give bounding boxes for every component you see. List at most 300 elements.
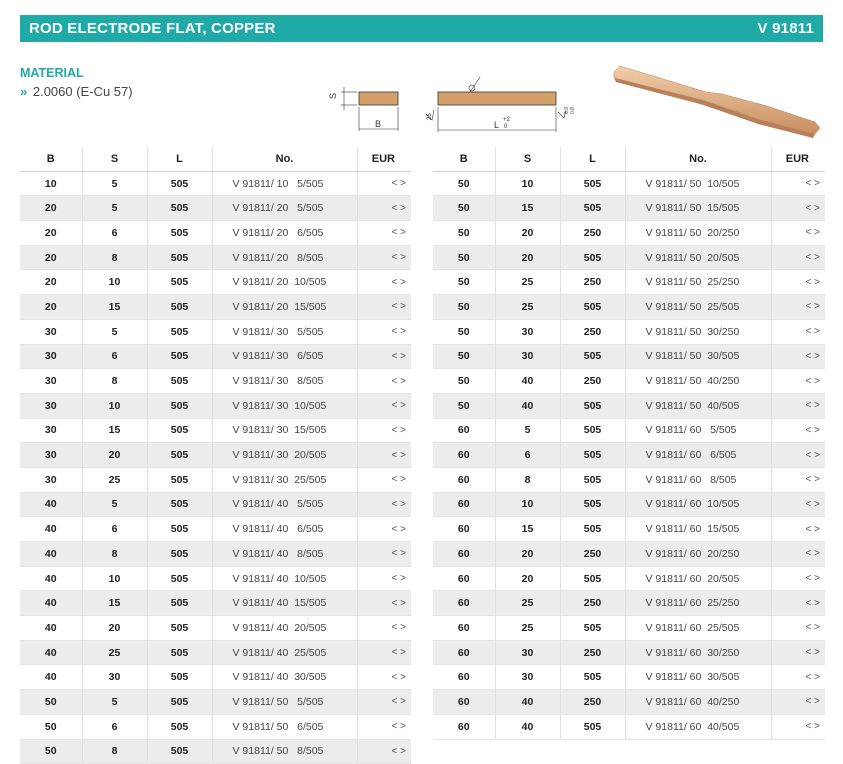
column-b-cell: 20 (20, 245, 82, 270)
table-row (20, 467, 411, 492)
table-row (433, 542, 825, 567)
column-s-cell: 15 (82, 418, 147, 443)
column-l-cell: 505 (560, 196, 625, 221)
column-b-cell: 60 (433, 665, 495, 690)
column-b-header: B (20, 147, 82, 171)
column-eur-cell: < > (357, 295, 411, 320)
column-no-cell: V 91811/ 50 30/505 (625, 344, 771, 369)
column-s-cell: 20 (495, 221, 560, 246)
table-row (20, 616, 411, 641)
column-b-cell: 50 (433, 295, 495, 320)
column-l-cell: 505 (147, 616, 212, 641)
column-l-cell: 505 (560, 295, 625, 320)
column-b-cell: 50 (20, 690, 82, 715)
column-l-cell: 505 (560, 467, 625, 492)
table-row (20, 171, 411, 196)
column-l-cell: 505 (147, 542, 212, 567)
column-no-cell: V 91811/ 30 10/505 (212, 393, 357, 418)
column-no-cell: V 91811/ 30 5/505 (212, 319, 357, 344)
column-s-cell: 5 (82, 196, 147, 221)
column-b-cell: 40 (20, 566, 82, 591)
column-s-cell: 40 (495, 714, 560, 739)
table-row (20, 221, 411, 246)
column-s-cell: 25 (495, 295, 560, 320)
column-no-cell: V 91811/ 30 6/505 (212, 344, 357, 369)
table-row (433, 369, 825, 394)
column-no-cell: V 91811/ 60 25/250 (625, 591, 771, 616)
column-l-cell: 505 (147, 369, 212, 394)
column-no-cell: V 91811/ 50 25/505 (625, 295, 771, 320)
column-l-cell: 505 (560, 393, 625, 418)
column-s-cell: 40 (495, 393, 560, 418)
column-no-cell: V 91811/ 50 20/505 (625, 245, 771, 270)
column-s-cell: 6 (82, 517, 147, 542)
column-b-cell: 60 (433, 443, 495, 468)
column-s-cell: 10 (495, 492, 560, 517)
column-l-cell: 505 (560, 517, 625, 542)
column-l-cell: 505 (147, 270, 212, 295)
column-eur-cell: < > (771, 319, 825, 344)
roughness-right-bottom: 0.8 (570, 107, 576, 114)
column-b-cell: 50 (433, 221, 495, 246)
column-s-cell: 15 (495, 196, 560, 221)
column-b-cell: 50 (433, 270, 495, 295)
column-no-cell: V 91811/ 20 6/505 (212, 221, 357, 246)
roughness-right-top: 6.3 (564, 107, 570, 114)
table-row (433, 566, 825, 591)
column-eur-cell: < > (357, 542, 411, 567)
header-row (433, 147, 825, 171)
column-b-cell: 50 (433, 196, 495, 221)
table-row (433, 467, 825, 492)
column-no-cell: V 91811/ 60 5/505 (625, 418, 771, 443)
table-row (20, 517, 411, 542)
column-no-cell: V 91811/ 50 40/250 (625, 369, 771, 394)
column-l-cell: 505 (147, 196, 212, 221)
column-l-cell: 250 (560, 270, 625, 295)
column-b-cell: 50 (20, 739, 82, 764)
column-s-cell: 25 (495, 616, 560, 641)
page-title: ROD ELECTRODE FLAT, COPPER (29, 20, 276, 37)
column-l-cell: 505 (147, 739, 212, 764)
column-eur-cell: < > (771, 171, 825, 196)
column-eur-cell: < > (357, 196, 411, 221)
column-b-cell: 10 (20, 171, 82, 196)
column-l-cell: 250 (560, 369, 625, 394)
column-l-cell: 505 (560, 344, 625, 369)
column-b-cell: 60 (433, 714, 495, 739)
table-row (20, 665, 411, 690)
column-l-cell: 250 (560, 690, 625, 715)
material-line (20, 84, 133, 99)
column-eur-cell: < > (771, 690, 825, 715)
column-no-cell: V 91811/ 30 25/505 (212, 467, 357, 492)
column-no-cell: V 91811/ 60 8/505 (625, 467, 771, 492)
column-l-cell: 505 (147, 591, 212, 616)
material-value: 2.0060 (E-Cu 57) (32, 84, 133, 99)
column-b-cell: 50 (433, 319, 495, 344)
table-row (20, 295, 411, 320)
column-eur-cell: < > (357, 566, 411, 591)
table-row (20, 739, 411, 764)
column-eur-cell: < > (357, 517, 411, 542)
column-eur-cell: < > (771, 616, 825, 641)
column-b-cell: 40 (20, 591, 82, 616)
column-no-cell: V 91811/ 50 40/505 (625, 393, 771, 418)
column-no-cell: V 91811/ 30 15/505 (212, 418, 357, 443)
column-no-cell: V 91811/ 40 30/505 (212, 665, 357, 690)
column-eur-cell: < > (357, 270, 411, 295)
column-b-cell: 50 (433, 245, 495, 270)
column-l-cell: 250 (560, 591, 625, 616)
column-s-cell: 20 (495, 542, 560, 567)
column-eur-cell: < > (771, 467, 825, 492)
table-row (433, 270, 825, 295)
table-row (433, 344, 825, 369)
table-row (20, 591, 411, 616)
column-s-cell: 30 (495, 319, 560, 344)
column-l-cell: 505 (147, 443, 212, 468)
column-eur-cell: < > (771, 640, 825, 665)
column-no-cell: V 91811/ 40 25/505 (212, 640, 357, 665)
column-no-cell: V 91811/ 60 30/505 (625, 665, 771, 690)
column-no-cell: V 91811/ 40 15/505 (212, 591, 357, 616)
table-row (433, 393, 825, 418)
column-no-cell: V 91811/ 20 15/505 (212, 295, 357, 320)
column-eur-cell: < > (771, 295, 825, 320)
column-l-cell: 505 (147, 690, 212, 715)
column-b-cell: 60 (433, 690, 495, 715)
column-b-cell: 30 (20, 344, 82, 369)
column-no-cell: V 91811/ 20 10/505 (212, 270, 357, 295)
column-b-cell: 40 (20, 640, 82, 665)
column-b-cell: 30 (20, 369, 82, 394)
column-s-cell: 5 (82, 171, 147, 196)
column-no-cell: V 91811/ 50 30/250 (625, 319, 771, 344)
column-l-header: L (560, 147, 625, 171)
column-eur-cell: < > (771, 591, 825, 616)
column-eur-cell: < > (357, 739, 411, 764)
column-eur-header: EUR (357, 147, 411, 171)
column-b-cell: 60 (433, 517, 495, 542)
column-s-cell: 15 (495, 517, 560, 542)
column-no-cell: V 91811/ 60 15/505 (625, 517, 771, 542)
column-no-cell: V 91811/ 60 40/250 (625, 690, 771, 715)
column-no-cell: V 91811/ 60 6/505 (625, 443, 771, 468)
column-eur-cell: < > (357, 492, 411, 517)
column-l-cell: 250 (560, 542, 625, 567)
column-l-cell: 505 (147, 467, 212, 492)
label-b: B (375, 119, 382, 129)
column-s-cell: 30 (495, 665, 560, 690)
column-b-cell: 20 (20, 196, 82, 221)
column-l-cell: 505 (147, 492, 212, 517)
column-b-cell: 50 (433, 344, 495, 369)
column-s-cell: 10 (82, 566, 147, 591)
table-row (20, 369, 411, 394)
column-b-cell: 40 (20, 542, 82, 567)
table-row (20, 566, 411, 591)
column-eur-cell: < > (357, 245, 411, 270)
chevron-right-icon: » (20, 84, 28, 99)
column-eur-cell: < > (357, 393, 411, 418)
column-l-cell: 505 (147, 517, 212, 542)
column-b-cell: 50 (433, 393, 495, 418)
table-row (433, 714, 825, 739)
column-b-cell: 60 (433, 616, 495, 641)
table-row (20, 196, 411, 221)
column-eur-cell: < > (771, 714, 825, 739)
table-row (433, 616, 825, 641)
column-no-cell: V 91811/ 10 5/505 (212, 171, 357, 196)
column-no-cell: V 91811/ 40 6/505 (212, 517, 357, 542)
column-l-cell: 250 (560, 221, 625, 246)
column-no-cell: V 91811/ 50 15/505 (625, 196, 771, 221)
column-s-cell: 20 (495, 245, 560, 270)
column-s-cell: 20 (82, 443, 147, 468)
column-l-cell: 505 (147, 221, 212, 246)
column-l-cell: 505 (147, 714, 212, 739)
column-no-cell: V 91811/ 60 25/505 (625, 616, 771, 641)
table-row (20, 443, 411, 468)
column-no-cell: V 91811/ 40 20/505 (212, 616, 357, 641)
column-s-cell: 6 (82, 221, 147, 246)
column-b-cell: 20 (20, 270, 82, 295)
column-eur-cell: < > (771, 542, 825, 567)
column-no-cell: V 91811/ 50 6/505 (212, 714, 357, 739)
column-eur-cell: < > (771, 270, 825, 295)
column-s-cell: 40 (495, 690, 560, 715)
column-b-cell: 60 (433, 591, 495, 616)
column-s-cell: 5 (82, 690, 147, 715)
column-l-cell: 250 (560, 640, 625, 665)
table-row (433, 196, 825, 221)
left-table (20, 147, 411, 764)
column-eur-cell: < > (357, 319, 411, 344)
column-s-cell: 30 (82, 665, 147, 690)
column-eur-cell: < > (357, 665, 411, 690)
table-row (433, 319, 825, 344)
material-heading: MATERIAL (20, 66, 84, 80)
column-eur-cell: < > (771, 492, 825, 517)
table-row (433, 517, 825, 542)
column-l-cell: 505 (560, 616, 625, 641)
column-b-cell: 60 (433, 640, 495, 665)
table-row (433, 171, 825, 196)
table-row (20, 690, 411, 715)
column-no-cell: V 91811/ 60 10/505 (625, 492, 771, 517)
table-row (20, 418, 411, 443)
column-eur-cell: < > (357, 714, 411, 739)
column-b-cell: 50 (433, 369, 495, 394)
column-eur-cell: < > (771, 196, 825, 221)
column-b-cell: 60 (433, 542, 495, 567)
cross-section (328, 87, 398, 131)
table-row (433, 665, 825, 690)
tolerance-plus: +2 (503, 117, 510, 123)
table-row (20, 714, 411, 739)
column-s-cell: 30 (495, 344, 560, 369)
table-row (20, 393, 411, 418)
column-eur-cell: < > (357, 690, 411, 715)
title-bar (20, 15, 823, 42)
column-no-cell: V 91811/ 50 10/505 (625, 171, 771, 196)
column-b-cell: 30 (20, 319, 82, 344)
column-l-cell: 505 (560, 566, 625, 591)
column-no-cell: V 91811/ 50 25/250 (625, 270, 771, 295)
column-eur-cell: < > (771, 393, 825, 418)
roughness-left: 25 (427, 113, 433, 120)
table-row (20, 270, 411, 295)
column-s-cell: 6 (495, 443, 560, 468)
column-no-cell: V 91811/ 50 8/505 (212, 739, 357, 764)
column-s-cell: 6 (82, 344, 147, 369)
label-l: L (494, 120, 500, 130)
column-eur-cell: < > (357, 418, 411, 443)
column-l-cell: 505 (147, 245, 212, 270)
column-b-cell: 60 (433, 492, 495, 517)
column-eur-cell: < > (771, 221, 825, 246)
column-b-cell: 50 (433, 171, 495, 196)
right-table-body (433, 171, 825, 739)
column-eur-cell: < > (771, 665, 825, 690)
column-no-cell: V 91811/ 60 20/250 (625, 542, 771, 567)
column-eur-cell: < > (357, 369, 411, 394)
table-row (20, 542, 411, 567)
table-row (433, 640, 825, 665)
column-b-cell: 50 (20, 714, 82, 739)
column-no-cell: V 91811/ 60 20/505 (625, 566, 771, 591)
column-b-cell: 40 (20, 665, 82, 690)
column-l-cell: 505 (147, 344, 212, 369)
column-l-cell: 505 (147, 393, 212, 418)
column-s-cell: 15 (82, 591, 147, 616)
table-row (20, 640, 411, 665)
column-b-header: B (433, 147, 495, 171)
column-b-cell: 20 (20, 295, 82, 320)
column-s-cell: 15 (82, 295, 147, 320)
column-eur-cell: < > (357, 616, 411, 641)
column-b-cell: 20 (20, 221, 82, 246)
column-no-cell: V 91811/ 20 5/505 (212, 196, 357, 221)
column-s-cell: 5 (82, 319, 147, 344)
label-s: S (328, 92, 338, 99)
column-l-cell: 505 (560, 171, 625, 196)
column-eur-cell: < > (357, 467, 411, 492)
column-s-cell: 8 (82, 369, 147, 394)
column-l-cell: 250 (560, 319, 625, 344)
side-view (426, 77, 576, 132)
column-b-cell: 30 (20, 467, 82, 492)
column-no-cell: V 91811/ 50 5/505 (212, 690, 357, 715)
column-eur-header: EUR (771, 147, 825, 171)
column-b-cell: 60 (433, 418, 495, 443)
column-no-header: No. (625, 147, 771, 171)
column-l-cell: 505 (147, 171, 212, 196)
column-s-cell: 25 (495, 270, 560, 295)
column-b-cell: 60 (433, 566, 495, 591)
column-eur-cell: < > (357, 171, 411, 196)
column-s-cell: 10 (495, 171, 560, 196)
column-no-cell: V 91811/ 40 8/505 (212, 542, 357, 567)
column-eur-cell: < > (771, 418, 825, 443)
column-l-cell: 505 (560, 492, 625, 517)
table-row (433, 418, 825, 443)
tolerance-zero: 0 (504, 124, 508, 130)
column-l-cell: 505 (560, 443, 625, 468)
column-l-cell: 505 (560, 665, 625, 690)
column-no-cell: V 91811/ 40 10/505 (212, 566, 357, 591)
column-s-cell: 30 (495, 640, 560, 665)
column-eur-cell: < > (771, 517, 825, 542)
column-s-cell: 25 (82, 640, 147, 665)
table-row (433, 690, 825, 715)
column-no-cell: V 91811/ 60 30/250 (625, 640, 771, 665)
column-no-cell: V 91811/ 20 8/505 (212, 245, 357, 270)
column-b-cell: 30 (20, 443, 82, 468)
column-l-header: L (147, 147, 212, 171)
left-table-body (20, 171, 411, 764)
column-eur-cell: < > (357, 221, 411, 246)
column-b-cell: 40 (20, 616, 82, 641)
column-l-cell: 505 (560, 418, 625, 443)
column-s-cell: 5 (495, 418, 560, 443)
table-row (433, 295, 825, 320)
column-eur-cell: < > (357, 344, 411, 369)
column-eur-cell: < > (771, 443, 825, 468)
column-b-cell: 30 (20, 393, 82, 418)
column-s-cell: 40 (495, 369, 560, 394)
header-row (20, 147, 411, 171)
column-l-cell: 505 (560, 245, 625, 270)
column-eur-cell: < > (357, 640, 411, 665)
table-row (20, 344, 411, 369)
column-no-cell: V 91811/ 60 40/505 (625, 714, 771, 739)
column-eur-cell: < > (771, 566, 825, 591)
product-photo (610, 62, 825, 144)
column-s-cell: 6 (82, 714, 147, 739)
column-eur-cell: < > (771, 369, 825, 394)
column-s-cell: 8 (82, 542, 147, 567)
column-b-cell: 40 (20, 492, 82, 517)
table-row (433, 245, 825, 270)
column-eur-cell: < > (357, 443, 411, 468)
column-no-header: No. (212, 147, 357, 171)
column-b-cell: 60 (433, 467, 495, 492)
column-l-cell: 505 (147, 295, 212, 320)
column-s-cell: 20 (495, 566, 560, 591)
column-s-cell: 25 (495, 591, 560, 616)
column-l-cell: 505 (147, 640, 212, 665)
technical-drawing (322, 74, 582, 136)
table-row (20, 492, 411, 517)
column-s-cell: 5 (82, 492, 147, 517)
table-row (433, 492, 825, 517)
column-s-header: S (495, 147, 560, 171)
column-s-header: S (82, 147, 147, 171)
column-s-cell: 20 (82, 616, 147, 641)
column-eur-cell: < > (357, 591, 411, 616)
right-table (433, 147, 825, 740)
table-row (433, 221, 825, 246)
column-s-cell: 10 (82, 270, 147, 295)
table-row (20, 319, 411, 344)
column-l-cell: 505 (147, 566, 212, 591)
column-no-cell: V 91811/ 40 5/505 (212, 492, 357, 517)
column-b-cell: 40 (20, 517, 82, 542)
column-eur-cell: < > (771, 344, 825, 369)
column-b-cell: 30 (20, 418, 82, 443)
